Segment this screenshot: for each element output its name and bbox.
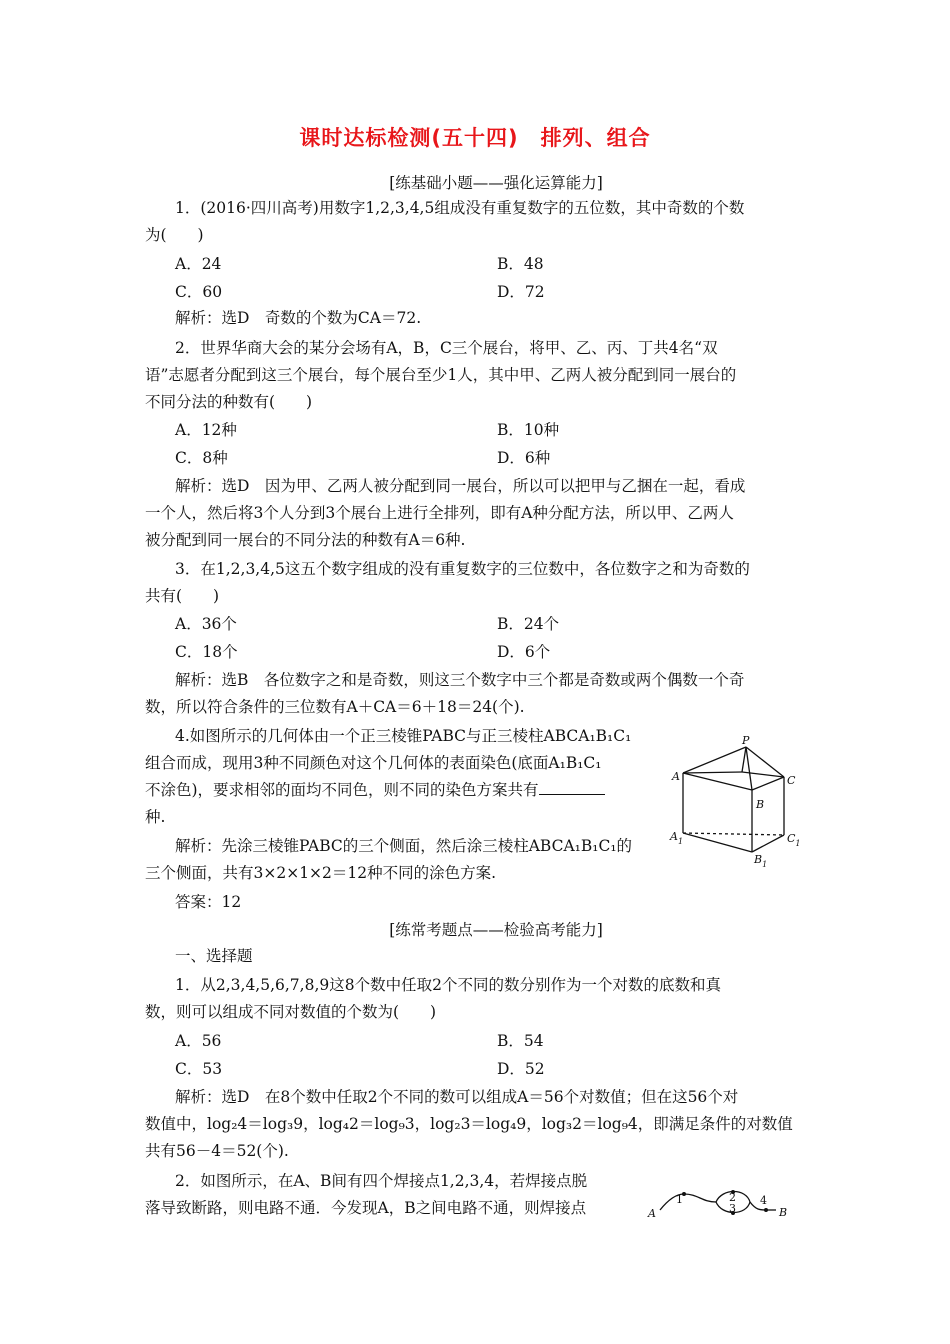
- label-point-2: 2: [729, 1191, 736, 1204]
- p1-option-a: A．56: [175, 1032, 222, 1050]
- p2-line2: 落导致断路，则电路不通．今发现A，B之间电路不通，则焊接点: [145, 1199, 587, 1217]
- circuit-figure: [642, 1180, 798, 1226]
- q3-solution-line2: 数，所以符合条件的三位数有A＋CA＝6＋18＝24(个).: [145, 698, 525, 716]
- prism-pyramid-figure: [668, 730, 808, 870]
- q3-option-c: C．18个: [175, 643, 238, 661]
- q4-line3: [145, 780, 605, 800]
- q4-line2: 组合而成，现用3种不同颜色对这个几何体的表面染色(底面A₁B₁C₁: [145, 754, 602, 772]
- label-b: B: [756, 798, 765, 811]
- q2-option-b: B．10种: [497, 421, 560, 439]
- p2-line1: 2．如图所示，在A、B间有四个焊接点1,2,3,4，若焊接点脱: [175, 1172, 588, 1190]
- q2-line3: 不同分法的种数有( ): [145, 393, 313, 411]
- answer-blank: [539, 780, 605, 795]
- label-p: P: [742, 734, 750, 747]
- q4-line1: 4.如图所示的几何体由一个正三棱锥PABC与正三棱柱ABCA₁B₁C₁: [175, 727, 632, 745]
- label-point-4: 4: [760, 1194, 767, 1207]
- section-heading-exam: [练常考题点——检验高考能力]: [389, 921, 603, 939]
- p1-option-d: D．52: [497, 1060, 545, 1078]
- page-title: 课时达标检测(五十四) 排列、组合: [299, 126, 651, 150]
- q3-option-a: A．36个: [175, 615, 237, 633]
- p1-line2: 数，则可以组成不同对数值的个数为( ): [145, 1003, 437, 1021]
- label-a1: $A_1$: [670, 830, 684, 846]
- q1-solution: 解析：选D 奇数的个数为CA＝72.: [175, 309, 422, 327]
- q4-line3-text: 不涂色)，要求相邻的面均不同色，则不同的染色方案共有: [145, 781, 539, 799]
- p1-solution-line2: 数值中，log₂4＝log₃9，log₄2＝log₉3，log₂3＝log₄9，log₃2＝log₉4，即满足条件的对数值: [145, 1115, 793, 1133]
- q2-solution-line1: 解析：选D 因为甲、乙两人被分配到同一展台，所以可以把甲与乙捆在一起，看成: [175, 477, 746, 495]
- p1-line1: 1．从2,3,4,5,6,7,8,9这8个数中任取2个不同的数分别作为一个对数的底数和真: [175, 976, 721, 994]
- q2-solution-line3: 被分配到同一展台的不同分法的种数有A＝6种.: [145, 531, 466, 549]
- part-heading-choice: 一、选择题: [175, 947, 253, 965]
- q4-answer: 答案：12: [175, 893, 242, 911]
- label-point-3: 3: [729, 1202, 736, 1215]
- q4-line4: 种.: [145, 808, 166, 826]
- label-b1: $B_1$: [754, 853, 768, 869]
- p1-solution-line1: 解析：选D 在8个数中任取2个不同的数可以组成A＝56个对数值；但在这56个对: [175, 1088, 739, 1106]
- q1-line1: 1．(2016·四川高考)用数字1,2,3,4,5组成没有重复数字的五位数，其中奇数的个数: [175, 199, 745, 217]
- q3-solution-line1: 解析：选B 各位数字之和是奇数，则这三个数字中三个都是奇数或两个偶数一个奇: [175, 671, 745, 689]
- q1-option-b: B．48: [497, 255, 544, 273]
- p1-option-b: B．54: [497, 1032, 544, 1050]
- q2-solution-line2: 一个人，然后将3个人分到3个展台上进行全排列，即有A种分配方法，所以甲、乙两人: [145, 504, 734, 522]
- q3-line1: 3．在1,2,3,4,5这五个数字组成的没有重复数字的三位数中，各位数字之和为奇数的: [175, 560, 750, 578]
- label-c1: $C_1$: [787, 832, 801, 848]
- q2-option-a: A．12种: [175, 421, 237, 439]
- q1-option-a: A．24: [175, 255, 222, 273]
- section-heading-basic: [练基础小题——强化运算能力]: [389, 174, 603, 192]
- q2-option-c: C．8种: [175, 449, 228, 467]
- q3-option-b: B．24个: [497, 615, 560, 633]
- p1-option-c: C．53: [175, 1060, 223, 1078]
- q3-line2: 共有( ): [145, 587, 220, 605]
- q2-line1: 2．世界华商大会的某分会场有A，B，C三个展台，将甲、乙、丙、丁共4名“双: [175, 339, 718, 357]
- q1-line2: 为( ): [145, 226, 204, 244]
- label-c: C: [787, 774, 796, 787]
- q4-solution-line1: 解析：先涂三棱锥PABC的三个侧面，然后涂三棱柱ABCA₁B₁C₁的: [175, 837, 633, 855]
- q3-option-d: D．6个: [497, 643, 551, 661]
- label-a: A: [648, 1207, 656, 1220]
- label-b: B: [779, 1206, 788, 1219]
- q2-option-d: D．6种: [497, 449, 551, 467]
- figure-lines: [683, 747, 784, 852]
- q1-option-c: C．60: [175, 283, 223, 301]
- p1-solution-line3: 共有56－4＝52(个).: [145, 1142, 289, 1160]
- label-a: A: [672, 770, 680, 783]
- q1-option-d: D．72: [497, 283, 545, 301]
- q4-solution-line2: 三个侧面，共有3×2×1×2＝12种不同的涂色方案.: [145, 864, 497, 882]
- label-point-1: 1: [676, 1193, 683, 1206]
- q2-line2: 语”志愿者分配到这三个展台，每个展台至少1人，其中甲、乙两人被分配到同一展台的: [145, 366, 737, 384]
